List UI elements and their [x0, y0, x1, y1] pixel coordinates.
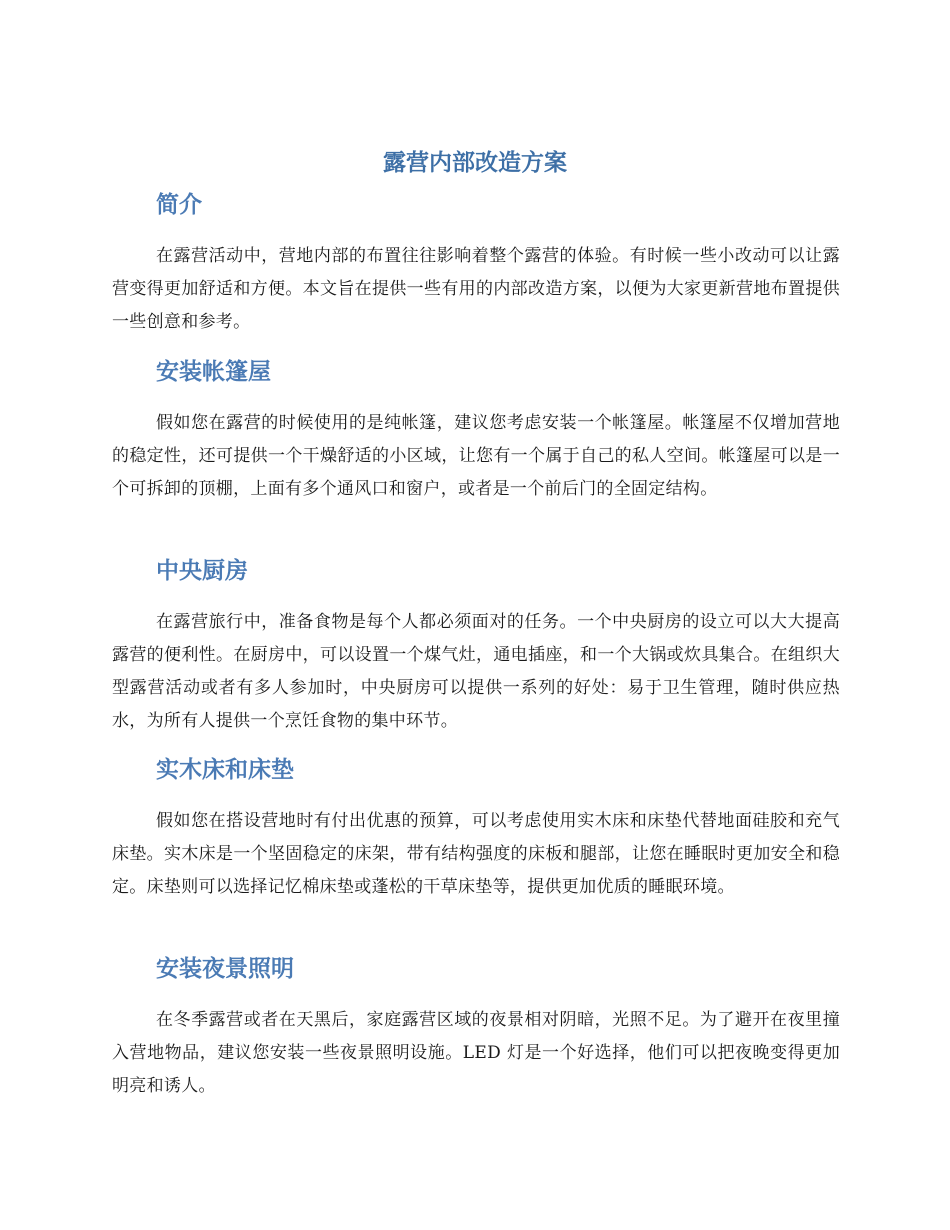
section-heading: 安装夜景照明 [156, 956, 294, 982]
section-heading: 简介 [156, 192, 202, 218]
section-night-lighting [112, 952, 840, 1103]
section-paragraph: 在露营活动中，营地内部的布置往往影响着整个露营的体验。有时候一些小改动可以让露营变得更加舒适和方便。本文旨在提供一些有用的内部改造方案，以便为大家更新营地布置提供一些创意和参考。 [112, 246, 840, 332]
section-paragraph: 假如您在露营的时候使用的是纯帐篷，建议您考虑安装一个帐篷屋。帐篷屋不仅增加营地的稳定性，还可提供一个干燥舒适的小区域，让您有一个属于自己的私人空间。帐篷屋可以是一个可拆卸的顶棚，上面有多个通风口和窗户，或者是一个前后门的全固定结构。 [112, 413, 840, 499]
section-heading: 中央厨房 [156, 558, 248, 584]
section-paragraph: 在冬季露营或者在天黑后，家庭露营区域的夜景相对阴暗，光照不足。为了避开在夜里撞入营地物品，建议您安装一些夜景照明设施。LED 灯是一个好选择，他们可以把夜晚变得更加明亮和诱人。 [112, 1010, 840, 1096]
document-title: 露营内部改造方案 [383, 150, 567, 176]
section-tent-house [112, 355, 840, 506]
section-heading: 安装帐篷屋 [156, 359, 271, 385]
section-central-kitchen [112, 554, 840, 738]
section-paragraph: 假如您在搭设营地时有付出优惠的预算，可以考虑使用实木床和床垫代替地面硅胶和充气床垫。实木床是一个坚固稳定的床架，带有结构强度的床板和腿部，让您在睡眠时更加安全和稳定。床垫则可以选择记忆棉床垫或蓬松的干草床垫等，提供更加优质的睡眠环境。 [112, 811, 840, 897]
section-wooden-bed [112, 753, 840, 904]
section-introduction [112, 188, 840, 339]
section-paragraph: 在露营旅行中，准备食物是每个人都必须面对的任务。一个中央厨房的设立可以大大提高露营的便利性。在厨房中，可以设置一个煤气灶，通电插座，和一个大锅或炊具集合。在组织大型露营活动或者有多人参加时，中央厨房可以提供一系列的好处：易于卫生管理，随时供应热水，为所有人提供一个烹饪食物的集中环节。 [112, 612, 840, 731]
section-heading: 实木床和床垫 [156, 757, 294, 783]
